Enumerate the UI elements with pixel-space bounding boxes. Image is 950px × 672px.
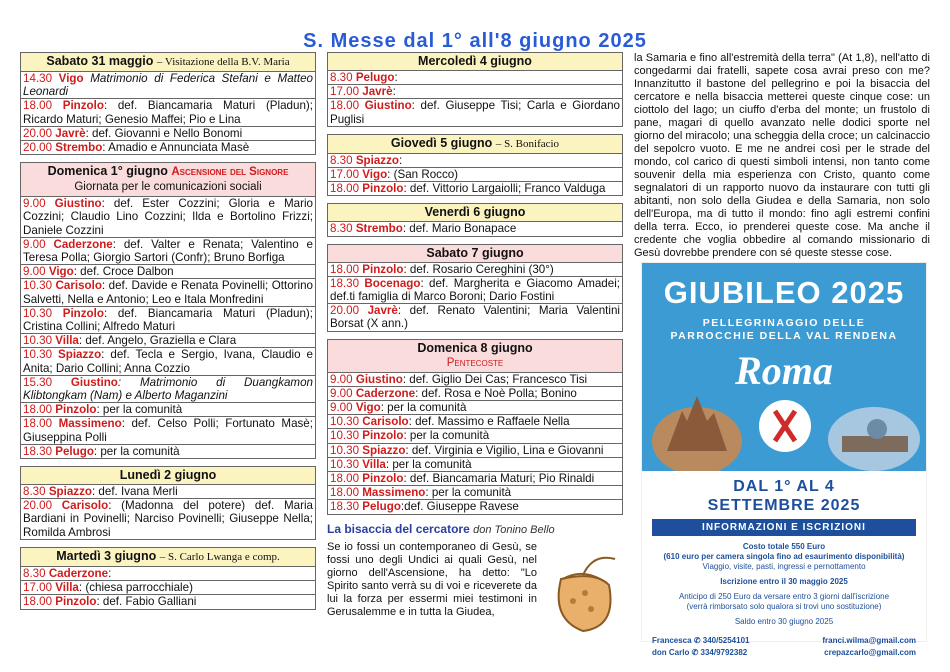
mass-intention: : [108,566,112,580]
day-header [21,467,315,485]
poster-info-band: INFORMAZIONI E ISCRIZIONI [652,519,916,536]
mass-time: 20.00 [23,126,53,140]
mass-location: Villa [55,334,79,348]
mass-time: 18.30 [330,276,360,290]
pouch-illustration [543,549,623,637]
mass-time: 8.30 [330,222,353,236]
day-date: Martedì 3 giugno [56,548,157,563]
mass-time: 10.30 [330,457,360,471]
mass-location: Vigo [355,401,381,415]
mass-entry [328,500,622,514]
poster-balance: Saldo entro 30 giugno 2025 [734,617,834,626]
day-block [327,244,623,332]
article-body [327,541,623,619]
mass-entry [328,415,622,429]
mass-entry [21,279,315,306]
mass-location: Spiazzo [355,153,399,167]
mass-intention: : def. Davide e Renata Povinelli; Ottorino Salvetti, Nella e Antonio; Leo e Itala Monfredini [23,279,313,306]
mass-location: Pinzolo [55,595,97,609]
article-author: don Tonino Bello [473,523,555,536]
poster-banner [642,263,926,471]
day-header [328,204,622,222]
contact2-email[interactable]: crepazcarlo@gmail.com [824,648,916,657]
mass-intention: : def. Virginia e Vigilio, Lina e Giovanni [405,443,604,457]
mass-location: Villa [362,457,386,471]
mass-time: 9.00 [23,237,46,251]
day-header [21,53,315,72]
poster-title: GIUBILEO 2025 [663,275,905,310]
day-solemnity: Pentecoste [446,356,504,369]
mass-intention: : per la comunità [403,429,490,443]
schedule-column-2 [327,52,623,637]
mass-time: 20.00 [23,141,53,155]
mass-location: Javrè [55,126,86,140]
mass-location: Massimeno [362,486,426,500]
day-header [328,135,622,154]
mass-time: 18.00 [23,403,53,417]
poster-contacts [642,635,926,659]
mass-location: Strembo [55,141,103,155]
mass-time: 17.00 [330,85,360,99]
mass-entry [21,141,315,155]
mass-location: Carisolo [362,415,409,429]
poster-dates-line1: DAL 1° AL 4 [733,478,835,495]
mass-intention: : def. Massimo e Raffaele Nella [408,415,570,429]
poster-subtitle [642,317,926,343]
mass-time: 20.00 [330,304,360,318]
contact1-email[interactable]: franci.wilma@gmail.com [822,636,916,645]
poster-contact-emails [822,635,916,659]
mass-location: Vigo [362,168,388,182]
mass-entry [21,445,315,459]
day-date: Sabato 31 maggio [46,54,154,68]
mass-intention: : def. Biancamaria Maturi (Pladun); Cristina Collini; Alfredo Maturi [23,306,313,334]
mass-entry [328,222,622,236]
day-solemnity: Ascensione del Signore [171,166,289,179]
mass-location: Javrè [367,304,398,318]
poster-city: Roma [735,348,833,393]
mass-intention: : per la comunità [96,403,183,417]
mass-intention: : Matrimonio di Duangkamon Klibtongkam (Nam) e Alberto Maganzini [23,375,313,403]
article-heading: La bisaccia del cercatore [327,521,470,536]
mass-location: Pelugo [55,444,94,458]
mass-entry [21,197,315,238]
mass-location: Carisolo [55,279,102,293]
mass-entry [328,99,622,126]
mass-intention: : def. Ivana Merli [91,485,178,499]
poster-cost-note: (610 euro per camera singola fino ad esaurimento disponibilità) [663,552,905,561]
mass-time: 18.30 [330,500,360,514]
mass-entry [328,429,622,443]
mass-location: Giustino [364,99,412,113]
mass-intention: : (chiesa parrocchiale) [78,581,193,595]
mass-entry [21,403,315,417]
mass-entry [328,472,622,486]
mass-location: Javrè [362,85,393,99]
day-subtitle: Giornata per le comunicazioni sociali [74,181,262,194]
mass-intention: : def. Rosario Cereghini (30°) [403,262,554,276]
poster-cost: Costo totale 550 Euro [742,542,826,551]
mass-time: 9.00 [23,197,46,211]
mass-entry [328,486,622,500]
contact1-name: Francesca [652,636,692,645]
mass-location: Pinzolo [362,472,404,486]
mass-time: 10.30 [330,429,360,443]
mass-entry [21,417,315,444]
mass-location: Vigo [58,72,84,85]
mass-time: 18.00 [330,472,360,486]
article-continued-column [634,52,930,260]
day-block [327,339,623,515]
mass-entry [328,304,622,331]
mass-intention: : [394,71,398,84]
mass-entry [328,277,622,304]
poster-dates [642,471,926,515]
mass-intention: : def. Renato Valentini; Maria Valentini Borsat (X ann.) [330,304,620,331]
mass-intention: : def. Biancamaria Maturi (Pladun); Ricardo Maturi; Genesio Maffei; Pio e Lina [23,99,313,126]
mass-entry [21,348,315,375]
mass-intention: : def. Giuseppe Tisi; Carla e Giordano Puglisi [330,99,620,126]
day-block [20,547,316,610]
mass-time: 8.30 [23,485,46,499]
article-continued-text: la Samaria e fino all'estremità della terra" (At 1,8), nell'atto di congedarmi dai fratelli, sapete cosa avrai preso con me? Innanzitutto il bastone del pellegrino e poi la bisaccia del cercatore e nella bisaccia metterei queste cinque cose: un ciottolo del lago; un ciuffo d'erba del monte; un frustolo di pane, magari di quello avanzato nelle dodici sporte nel giorno del miracolo; una scheggia della croce; un calcinaccio del sepolcro vuoto. E me ne andrei così per le strade del mondo, col carico di questi simboli intensi, non tanto come souvenir della mia esperienza con Cristo, quanto come segnalatori di un rapporto nuovo da instaurare con tutti gli abitanti, non solo della Giudea e della Samaria, non solo dell'Europa, ma di tutto il mondo: fino agli estremi confini della terra. Ecco, io prenderei queste cose. Ma anche il credente che voglia obbedire al comando missionario di Gesù dovrebbe prendere con sé queste stesse cose. [634,52,930,259]
day-block [20,52,316,155]
day-date: Venerdì 6 giugno [424,205,526,220]
day-date: Sabato 7 giugno [426,245,524,260]
mass-time: 18.00 [330,182,360,196]
poster-deposit-note: (verrà rimborsato solo qualora si trovi uno sostituzione) [686,602,882,611]
mass-location: Pinzolo [362,429,404,443]
mass-entry [328,263,622,277]
day-feast: – S. Carlo Lwanga e comp. [159,550,280,563]
mass-entry [21,334,315,348]
mass-entry [21,485,315,499]
mass-time: 10.30 [330,443,360,457]
poster-dates-line2: SETTEMBRE 2025 [707,497,861,514]
mass-entry [21,307,315,334]
mass-time: 20.00 [23,499,53,513]
mass-entry [328,373,622,387]
mass-entry [21,499,315,540]
day-header [21,548,315,567]
mass-entry [328,85,622,99]
mass-intention: : def. Valter e Renata; Valentino e Teresa Polla; Giorgio Sartori (Confr); Bruno Borfiga [23,237,313,265]
mass-intention: : def. Vittorio Largaiolli; Franco Valduga [403,182,606,196]
mass-location: Villa [55,581,79,595]
day-header [328,340,622,373]
mass-entry [328,182,622,196]
article-text: Se io fossi un contemporaneo di Gesù, se fossi uno degli Undici ai quali Gesù, nel giorno dell'Ascensione, ha detto: "Lo Spirito santo verrà su di voi e riceverete da lui la forza per essermi miei testimoni in Gerusalemme e in tutta la Giudea, [327,541,623,619]
mass-intention: : def. Tecla e Sergio, Ivana, Claudio e Anita; Dario Collini; Anna Cozzio [23,348,313,375]
mass-location: Carisolo [61,499,109,513]
mass-time: 10.30 [23,306,53,320]
day-date: Domenica 8 giugno [417,340,533,355]
day-date: Giovedì 5 giugno [390,135,493,150]
mass-location: Spiazzo [58,348,102,362]
day-block [327,134,623,197]
mass-time: 9.00 [330,401,353,415]
day-date: Domenica 1° giugno [47,164,168,179]
mass-entry [21,567,315,581]
mass-intention: : Amadio e Annunciata Masè [102,141,250,155]
mass-intention: : (San Rocco) [387,168,459,182]
mass-intention: : (Madonna del potere) def. Maria Bardiani in Povinelli; Narciso Povinelli; Giuseppe Nella; Romilda Ambrosi [23,499,313,539]
mass-location: Giustino [355,372,403,386]
mass-time: 15.30 [23,375,53,389]
mass-location: Pinzolo [362,262,404,276]
contact1-phone[interactable]: ✆ 340/5254101 [693,636,750,645]
poster-landmarks-illustration [642,381,926,471]
mass-time: 8.30 [23,566,46,580]
mass-time: 10.30 [330,415,360,429]
day-feast: – S. Bonifacio [495,137,560,150]
day-block [327,203,623,236]
mass-time: 18.00 [330,262,360,276]
mass-location: Pelugo [362,500,401,514]
jubilee-poster [641,262,927,657]
day-block [20,162,316,459]
contact2-phone[interactable]: ✆ 334/9792382 [691,648,748,657]
mass-location: Vigo [48,265,74,279]
mass-time: 17.00 [330,168,360,182]
mass-location: Massimeno [58,417,122,431]
mass-entry [328,401,622,415]
mass-entry [21,72,315,99]
poster-info [642,542,926,627]
mass-intention: : def. Margherita e Giacomo Amadei; def.ti famiglia di Marco Boroni; Dario Fostini [330,276,620,304]
poster-includes: Viaggio, visite, pasti, ingressi e pernottamento [702,562,866,571]
mass-intention: : def. Celso Polli; Fortunato Masè; Giuseppina Polli [23,417,313,444]
mass-location: Strembo [355,222,403,236]
mass-time: 17.00 [23,581,53,595]
mass-time: 8.30 [330,71,353,84]
mass-intention: :def. Giuseppe Ravese [400,500,519,514]
mass-time: 18.00 [23,417,53,431]
mass-location: Pelugo [355,71,395,84]
mass-time: 14.30 [23,72,53,85]
mass-entry [21,265,315,279]
day-date: Mercoledì 4 giugno [418,54,532,68]
day-header [21,163,315,197]
mass-time: 18.00 [23,99,53,113]
mass-location: Giustino [54,197,102,211]
mass-entry [328,387,622,401]
day-header [328,245,622,263]
mass-intention: : [398,153,403,167]
mass-location: Caderzone [355,386,416,400]
mass-intention: : per la comunità [93,444,180,458]
mass-entry [21,99,315,126]
mass-location: Bocenago [364,276,421,290]
mass-time: 18.30 [23,444,53,458]
mass-intention: : def. Biancamaria Maturi; Pio Rinaldi [403,472,595,486]
mass-entry [328,444,622,458]
schedule-column-1 [20,52,316,617]
mass-intention: : def. Croce Dalbon [73,265,174,279]
day-block [20,466,316,540]
mass-entry [328,168,622,182]
mass-intention: : def. Fabio Galliani [96,595,197,609]
day-date: Lunedì 2 giugno [119,468,217,483]
mass-time: 9.00 [330,386,353,400]
mass-time: 18.00 [330,99,360,113]
article-title [327,522,623,536]
poster-deadline: Iscrizione entro il 30 maggio 2025 [720,577,848,586]
mass-location: Spiazzo [48,485,92,499]
poster-subtitle-line2: PARROCCHIE DELLA VAL RENDENA [670,330,898,342]
mass-location: Pinzolo [55,403,97,417]
mass-time: 9.00 [23,265,46,279]
poster-contact-names [652,635,749,659]
mass-intention: : def. Giglio Dei Cas; Francesco Tisi [402,372,588,386]
poster-subtitle-line1: PELLEGRINAGGIO DELLE [702,317,866,329]
mass-entry [21,581,315,595]
mass-location: Pinzolo [62,306,104,320]
mass-entry [21,595,315,609]
mass-location: Caderzone [48,566,109,580]
mass-entry [328,154,622,168]
contact2-name: don Carlo [652,648,690,657]
mass-time: 10.30 [23,348,53,362]
mass-intention: : per la comunità [380,401,467,415]
mass-intention: : per la comunità [385,457,472,471]
day-block [327,52,623,127]
mass-intention: : def. Mario Bonapace [402,222,517,236]
day-header [328,53,622,71]
mass-time: 8.30 [330,153,353,167]
mass-time: 18.00 [330,486,360,500]
mass-time: 10.30 [23,279,53,293]
mass-intention: Matrimonio di Federica Stefani e Matteo Leonardi [23,72,313,99]
mass-location: Giustino [70,375,118,389]
mass-intention: : def. Giovanni e Nello Bonomi [85,126,243,140]
mass-time: 10.30 [23,334,53,348]
mass-intention: : def. Angelo, Graziella e Clara [78,334,237,348]
poster-deposit: Anticipo di 250 Euro da versare entro 3 giorni dall'iscrizione [678,592,890,601]
mass-location: Spiazzo [362,443,406,457]
mass-intention: : per la comunità [425,486,512,500]
mass-location: Caderzone [53,237,113,251]
mass-entry [21,238,315,265]
mass-entry [328,71,622,85]
mass-intention: : def. Ester Cozzini; Gloria e Mario Cozzini; Claudio Lino Cozzini; Ilda e Bortolino Frizzi; Daniele Cozzini [23,197,313,237]
mass-intention: : def. Rosa e Noè Polla; Bonino [415,386,577,400]
mass-entry [328,458,622,472]
mass-entry [21,127,315,141]
mass-intention: : [392,85,396,99]
day-feast: – Visitazione della B.V. Maria [156,56,290,68]
mass-entry [21,376,315,403]
mass-time: 9.00 [330,372,353,386]
mass-location: Pinzolo [362,182,404,196]
mass-location: Pinzolo [62,99,104,113]
page-title: S. Messe dal 1° all'8 giugno 2025 [303,30,647,52]
mass-time: 18.00 [23,595,53,609]
